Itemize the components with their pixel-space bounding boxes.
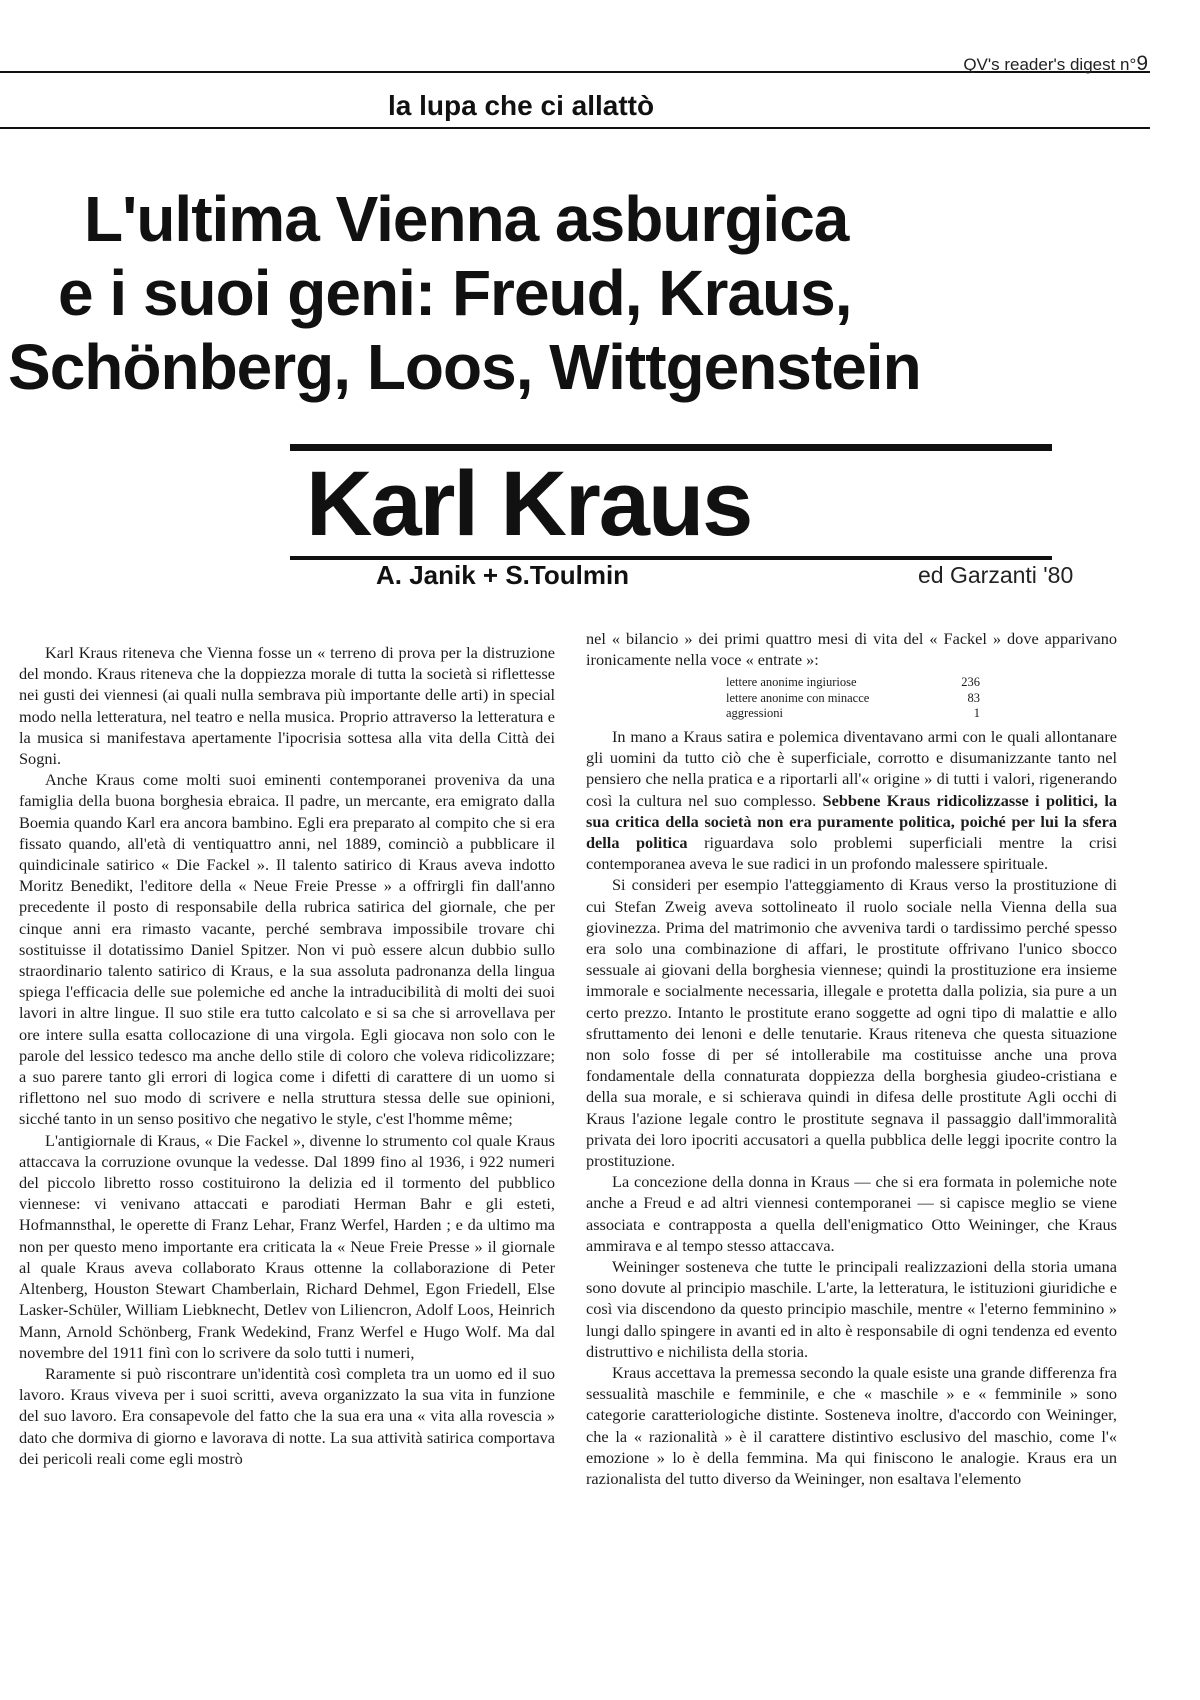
headline-line-3: Schönberg, Loos, Wittgenstein <box>8 331 921 403</box>
paragraph: Weininger sosteneva che tutte le principali realizzazioni della storia umana sono dovute al principio maschile. L'arte, la letteratura, le istituzioni giuridiche e così via discendono da questo principio maschile, mentre « l'eterno femminino » lungi dallo spingere in avanti ed in alto è responsabile di ogni tendenza ed evento distruttivo e nichilista della storia. <box>586 1256 1117 1361</box>
headline <box>0 182 1160 404</box>
issue-number: 9 <box>1136 52 1148 75</box>
paragraph: In mano a Kraus satira e polemica diventavano armi con le quali allontanare gli uomini da tutto ciò che è superficiale, corrotto e disumanizzante tanto nel pensiero che nella pratica e a riportarli all'« origine » di tutti i valori, rigenerando così la cultura nel suo complesso. Sebbene Kraus ridicolizzasse i politici, la sua critica della società non era puramente politica, poiché per lui la sfera della politica riguardava solo problemi superficiali mentre la crisi contemporanea aveva le sue radici in un profondo malessere spirituale. <box>586 726 1118 874</box>
stats-label: lettere anonime con minacce <box>726 690 870 705</box>
stats-table <box>726 675 1117 722</box>
headline-line-2: e i suoi geni: Freud, Kraus, <box>58 257 852 329</box>
paragraph: L'antigiornale di Kraus, « Die Fackel », divenne lo strumento col quale Kraus attaccava la corruzione ovunque la vedesse. Dal 1899 fino al 1936, i 922 numeri del piccolo libretto rosso costituirono la delizia ed il tormento del pubblico viennese: vi venivano attaccati e parodiati Herman Bahr e gli esteti, Hofmannsthal, le operette di Franz Lehar, Franz Werfel, Harden ; e da ultimo ma non per questo meno importante era criticata la « Neue Freie Presse » il giornale al quale Kraus aveva collaborato Kraus ottenne la collaborazione di Peter Altenberg, Houston Stewart Chamberlain, Richard Dehmel, Egon Friedell, Else Lasker-Schüler, William Liebknecht, Detlev von Liliencron, Adolf Loos, Heinrich Mann, Arnold Schönberg, Frank Wedekind, Franz Werfel e Hugo Wolf. Ma dal novembre del 1911 finì con lo scrivere da solo tutti i numeri, <box>19 1130 555 1362</box>
article-authors: A. Janik + S.Toulmin <box>376 560 630 590</box>
left-column <box>19 642 555 1469</box>
header-rule-bottom <box>0 127 1150 129</box>
stats-value: 83 <box>967 690 980 705</box>
paragraph: nel « bilancio » dei primi quattro mesi di vita del « Fackel » dove apparivano ironicamente nella voce « entrate »: <box>586 629 1117 670</box>
publisher: ed Garzanti '80 <box>918 562 1074 588</box>
stats-row <box>726 706 980 722</box>
stats-row <box>726 691 980 707</box>
stats-value: 236 <box>961 675 980 690</box>
paragraph: Anche Kraus come molti suoi eminenti contemporanei proveniva da una famiglia della buona borghesia ebraica. Il padre, un mercante, era emigrato dalla Boemia quando Karl era ancora bambino. Egli era preparato al compito che si era fissato quando, all'età di ventiquattro anni, nel 1889, cominciò a pubblicare il quindicinale satirico « Die Fackel ». Il talento satirico di Kraus aveva indotto Moritz Benedikt, l'editore della « Neue Freie Presse » a offrirgli fin dall'anno precedente il posto di responsabile della rubrica satirica del giornale, che per cinque anni era rimasto vacante, perché sembrava impossibile trovare chi sostituisse il dotatissimo Daniel Spitzer. Non vi può essere alcun dubbio sullo straordinario talento satirico di Kraus, e la sua assoluta padronanza della lingua spiega l'efficacia delle sue polemiche ed anche la intraducibilità di molti dei suoi lavori in altre lingue. Il suo stile era tutto calcolato e si sa che si arrovellava per ore intere sulla esatta collocazione di una virgola. Egli giocava non solo con le parole del lessico tedesco ma anche dello stile di coloro che voleva ridicolizzare; a suo parere tanto gli errori di logica come i difetti di carattere di un uomo si riflettono nel suo modo di scrivere e nella struttura stessa delle sue opinioni, sicché tanto in un senso positivo che negativo le style, c'est l'homme même; <box>19 770 555 1129</box>
stats-row <box>726 675 980 691</box>
right-column <box>586 628 1117 1489</box>
section-title: la lupa che ci allattò <box>388 90 655 121</box>
issue-label: QV's reader's digest n°9 <box>963 52 1148 75</box>
stats-value: 1 <box>973 706 980 721</box>
paragraph: Kraus accettava la premessa secondo la quale esiste una grande differenza fra sessualità maschile e femminile, e che « maschile » e « femminile » sono categorie caratteriologiche distinte. Sosteneva inoltre, d'accordo con Weininger, che la « razionalità » è il carattere distintivo esclusivo del maschio, come l'« emozione » lo è della femmina. Ma qui finiscono le analogie. Kraus era un razionalista del tutto diverso da Weininger, non esaltava l'elemento <box>586 1363 1117 1489</box>
stats-label: aggressioni <box>726 706 783 721</box>
stats-label: lettere anonime ingiuriose <box>726 675 857 690</box>
paragraph: Raramente si può riscontrare un'identità così completa tra un uomo ed il suo lavoro. Kraus viveva per i suoi scritti, aveva organizzato la sua vita in funzione del suo lavoro. Era consapevole del fatto che la sua era una « vita alla rovescia » dato che dormiva di giorno e lavorava di notte. La sua attività satirica comportava dei pericoli reali come egli mostrò <box>19 1363 555 1468</box>
title-rule-top <box>290 444 1052 451</box>
paragraph: La concezione della donna in Kraus — che si era formata in polemiche note anche a Freud e ad altri viennesi contemporanei — si capisce meglio se viene associata e contrapposta a quella dell'enigmatico Otto Weininger, che Kraus ammirava e al tempo stesso attaccava. <box>586 1172 1117 1255</box>
bold-passage: Sebbene Kraus ridicolizzasse i politici, la sua critica della società non era puramente politica, poiché per lui la sfera della politica <box>586 790 1117 852</box>
paragraph: Si consideri per esempio l'atteggiamento di Kraus verso la prostituzione di cui Stefan Zweig aveva sottolineato il ruolo sociale nella Vienna della sua giovinezza. Prima del matrimonio che avveniva tardi o tardissimo perché spesso era solo una combinazione di affari, le prostitute offrivano l'unico sbocco sessuale ai giovani della borghesia viennese; quindi la prostituzione era insieme immorale e socialmente necessaria, illegale e protetta dalla polizia, sia pure a un certo prezzo. Intanto le prostitute erano soggette ad ogni tipo di malattie e allo sfruttamento dei lenoni e delle tenutarie. Kraus riteneva che questa situazione non solo fosse di per sé intollerabile ma costituisse anche una prova fondamentale della connaturata doppiezza della borghesia giudeo-cristiana e della sua morale, e si schierava quindi in difesa delle prostitute Agli occhi di Kraus l'azione legale contro le prostitute segnava il passaggio dall'immoralità privata dei loro ipocriti accusatori a quella pubblica delle leggi ipocrite contro la prostituzione. <box>586 875 1117 1170</box>
paragraph: Karl Kraus riteneva che Vienna fosse un « terreno di prova per la distruzione del mondo. Kraus riteneva che la doppiezza morale di tutta la società si riflettesse nei gusti dei viennesi (ai quali nulla sembrava più importante delle arti) in special modo nella letteratura, nel teatro e nella musica. Proprio attraverso la letteratura e la musica si manifestava apertamente l'ipocrisia sottesa alla vita della Città dei Sogni. <box>19 643 555 769</box>
headline-line-1: L'ultima Vienna asburgica <box>84 183 849 255</box>
article-title: Karl Kraus <box>306 453 752 555</box>
